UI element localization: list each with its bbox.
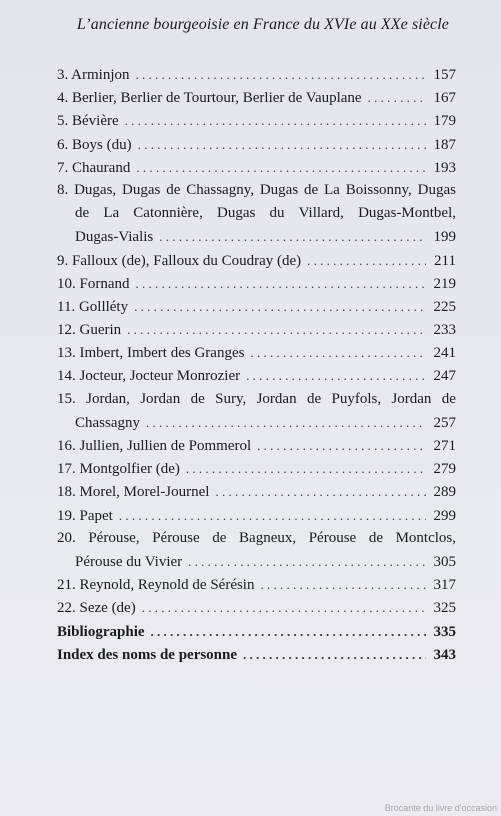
toc-entry — [57, 434, 456, 457]
toc-entry — [57, 480, 456, 503]
toc-page-number: 335 — [433, 623, 456, 640]
dot-leader — [159, 225, 426, 248]
toc-entry-title: Chassagny — [75, 414, 140, 431]
toc-page-number: 219 — [433, 275, 456, 292]
toc-entry — [57, 156, 456, 179]
toc-entry — [57, 272, 456, 295]
dot-leader — [136, 272, 427, 295]
toc-word: Catonnière, — [133, 205, 203, 222]
toc-entry-last-line — [57, 225, 456, 248]
toc-entry — [57, 364, 456, 387]
toc-entry — [57, 295, 456, 318]
toc-page-number: 225 — [433, 298, 456, 315]
toc-word: Jordan — [256, 390, 297, 407]
toc-word: Pérouse, — [88, 529, 140, 546]
toc-entry — [57, 527, 456, 573]
toc-page-number: 211 — [434, 252, 456, 269]
dot-leader — [142, 596, 426, 619]
dot-leader — [138, 133, 426, 156]
toc-entry — [57, 249, 456, 272]
running-head: L’ancienne bourgeoisie en France du XVIe au XXe siècle — [76, 16, 449, 33]
toc-word: de — [75, 205, 90, 222]
toc-page-number: 233 — [433, 322, 456, 339]
toc-page-number: 317 — [433, 577, 456, 594]
toc-entry-title: 22. Seze (de) — [57, 600, 136, 617]
toc-page-number: 343 — [433, 646, 456, 663]
toc-entry-title: 7. Chaurand — [57, 159, 131, 176]
toc-word: du — [269, 205, 285, 222]
toc-entry-last-line — [57, 411, 456, 434]
toc-entry — [57, 179, 456, 249]
dot-leader — [246, 364, 426, 387]
table-of-contents — [57, 63, 456, 666]
toc-entry — [57, 341, 456, 364]
toc-entry-title: 10. Fornand — [57, 275, 130, 292]
dot-leader — [215, 480, 426, 503]
toc-word: de — [190, 390, 205, 407]
toc-entry-title: 19. Papet — [57, 507, 113, 524]
dot-leader — [136, 63, 426, 86]
toc-entry-title: 6. Boys (du) — [57, 136, 132, 153]
toc-page-number: 289 — [433, 484, 456, 501]
dot-leader — [134, 295, 426, 318]
toc-word: de — [212, 529, 227, 546]
toc-page-number: 241 — [433, 345, 456, 362]
toc-word: Puyfols, — [331, 390, 382, 407]
toc-page-number: 271 — [433, 438, 456, 454]
toc-entry-line — [57, 179, 456, 202]
toc-word: de — [441, 390, 456, 407]
toc-page-number: 199 — [433, 229, 456, 246]
toc-entry-title: Index des noms de personne — [57, 646, 238, 663]
dot-leader — [136, 156, 426, 179]
toc-entry — [57, 573, 456, 596]
dot-leader — [307, 249, 426, 272]
toc-entry-title: 21. Reynold, Reynold de Sérésin — [57, 577, 255, 594]
toc-word: Montclos, — [395, 529, 456, 546]
toc-page-number: 187 — [433, 136, 456, 153]
toc-entry — [57, 86, 456, 109]
dot-leader — [119, 504, 426, 527]
dot-leader — [146, 411, 426, 434]
toc-word: 8. — [57, 181, 69, 198]
toc-page-number: 325 — [433, 600, 456, 617]
toc-entry — [57, 109, 456, 132]
toc-page-number: 247 — [433, 368, 456, 385]
toc-word: Dugas — [122, 181, 161, 198]
toc-entry-line — [57, 527, 456, 550]
toc-word: Pérouse — [152, 529, 200, 546]
toc-entry — [57, 63, 456, 86]
toc-word: Boissonny, — [345, 181, 412, 198]
toc-entry-title: 11. Gollléty — [57, 298, 129, 315]
toc-word: Pérouse — [308, 529, 357, 546]
toc-entry-last-line — [57, 550, 456, 573]
dot-leader — [127, 318, 426, 341]
toc-word: Sury, — [215, 390, 247, 407]
dot-leader — [188, 550, 426, 573]
toc-entry-title: Bibliographie — [57, 623, 145, 640]
dot-leader — [151, 620, 426, 643]
toc-page-number: 257 — [433, 414, 456, 431]
toc-word: La — [103, 205, 120, 222]
dot-leader — [257, 434, 426, 457]
toc-word: La — [324, 181, 340, 198]
toc-word: Dugas, — [74, 181, 117, 198]
toc-entry-title: 9. Falloux (de), Falloux du Coudray (de) — [57, 252, 302, 269]
toc-word: Jordan — [140, 390, 181, 407]
toc-entry-title: 14. Jocteur, Jocteur Monrozier — [57, 368, 241, 385]
toc-entry — [57, 620, 456, 643]
toc-entry — [57, 457, 456, 480]
toc-entry-title: 18. Morel, Morel-Journel — [57, 484, 210, 501]
toc-page-number: 279 — [433, 461, 456, 478]
toc-entry-title: 16. Jullien, Jullien de Pommerol — [57, 438, 252, 454]
watermark: Brocante du livre d'occasion — [384, 803, 497, 813]
toc-entry-title: 4. Berlier, Berlier de Tourtour, Berlier de Vauplane — [57, 90, 362, 107]
toc-word: de — [306, 390, 322, 407]
toc-entry-title: Dugas-Vialis — [75, 229, 154, 246]
toc-page-number: 299 — [433, 507, 456, 524]
dot-leader — [368, 86, 426, 109]
dot-leader — [250, 341, 426, 364]
toc-word: Dugas — [417, 181, 456, 198]
toc-word: Chassagny, — [186, 181, 254, 198]
toc-word: de — [166, 181, 181, 198]
dot-leader — [125, 109, 426, 132]
toc-entry — [57, 504, 456, 527]
toc-entry — [57, 318, 456, 341]
toc-page-number: 193 — [433, 159, 456, 176]
toc-page-number: 157 — [433, 67, 456, 83]
toc-word: de — [368, 529, 383, 546]
dot-leader — [260, 573, 426, 596]
toc-word: Jordan, — [86, 390, 130, 407]
toc-entry-title: 13. Imbert, Imbert des Granges — [57, 345, 245, 362]
toc-entry-title: 5. Bévière — [57, 113, 119, 130]
toc-entry-title: 17. Montgolfier (de) — [57, 461, 180, 478]
toc-entry — [57, 388, 456, 434]
toc-page-number: 167 — [433, 90, 456, 107]
toc-word: Jordan — [391, 390, 432, 407]
toc-word: Bagneux, — [239, 529, 297, 546]
toc-word: Dugas-Montbel, — [358, 205, 456, 222]
toc-page-number: 305 — [433, 553, 456, 570]
toc-entry — [57, 643, 456, 666]
toc-word: Dugas — [216, 205, 256, 222]
toc-entry — [57, 596, 456, 619]
toc-entry-title: 3. Arminjon — [57, 67, 130, 83]
toc-word: de — [304, 181, 319, 198]
toc-entry-line — [57, 388, 456, 411]
toc-word: 20. — [57, 529, 76, 546]
toc-page-number: 179 — [433, 113, 456, 130]
toc-entry — [57, 133, 456, 156]
toc-entry-line — [57, 202, 456, 225]
dot-leader — [186, 457, 426, 480]
toc-word: Villard, — [298, 205, 344, 222]
toc-entry-title: 12. Guerin — [57, 322, 122, 339]
toc-entry-title: Pérouse du Vivier — [75, 553, 183, 570]
toc-word: Dugas — [259, 181, 299, 198]
toc-word: 15. — [57, 390, 76, 407]
dot-leader — [243, 643, 426, 666]
